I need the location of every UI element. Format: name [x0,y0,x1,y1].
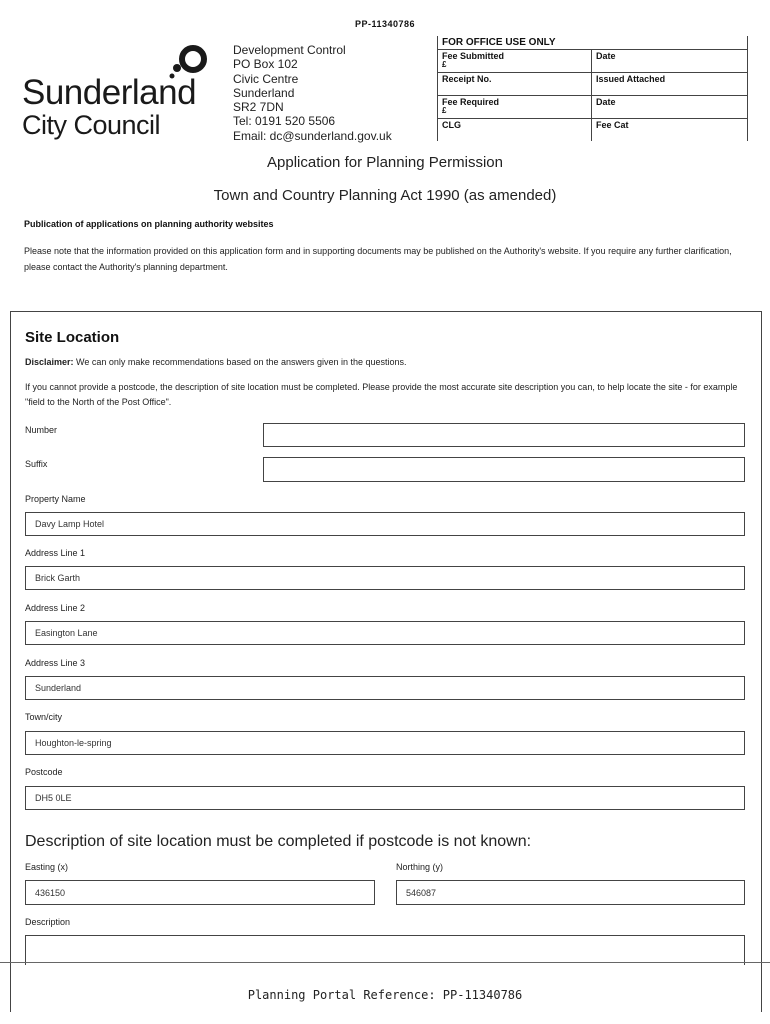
disclaimer-text: We can only make recommendations based on the answers given in the questions. [73,357,407,367]
suffix-field[interactable] [263,457,745,482]
northing-field[interactable]: 546087 [396,880,745,905]
page-title: Application for Planning Permission [267,154,503,171]
contact-line: Tel: 0191 520 5506 [233,114,336,129]
contact-line: SR2 7DN [233,100,284,115]
office-use-title: FOR OFFICE USE ONLY [438,36,748,50]
date-label: Date [592,50,748,73]
disclaimer-label: Disclaimer: [25,357,74,367]
fee-submitted-cell [438,50,592,73]
instructions: If you cannot provide a postcode, the description of site location must be completed. Please provide the most accurate site description you can, to help locate the site - for example "field to the North of the Post Office". [25,382,738,407]
town-label: Town/city [25,712,63,722]
site-location-section [10,311,762,1012]
council-logo [22,73,197,140]
address-line-3-field[interactable]: Sunderland [25,676,745,700]
address-line-2-field[interactable]: Easington Lane [25,621,745,645]
logo-line-1: Sunderland [22,73,197,112]
postcode-label: Postcode [25,767,63,777]
address-line-3-label: Address Line 3 [25,658,86,668]
number-label: Number [25,425,58,435]
town-field[interactable]: Houghton-le-spring [25,731,745,755]
description-heading: Description of site location must be completed if postcode is not known: [25,833,532,850]
property-name-label: Property Name [25,494,86,504]
northing-label: Northing (y) [396,862,444,872]
suffix-label: Suffix [25,459,48,469]
fee-cat-label: Fee Cat [592,119,748,142]
description-label: Description [25,917,71,927]
issued-attached-label: Issued Attached [592,73,748,96]
publication-text: Please note that the information provided on this application form and in supporting documents may be published on the Authority's website. If you require any further clarification, please contact the Authority's planning department. [24,246,732,272]
contact-block [233,43,392,143]
postcode-field[interactable]: DH5 0LE [25,786,745,810]
number-field[interactable] [263,423,745,447]
office-use-table [437,36,748,141]
footer-divider [0,962,770,963]
pound-sign: £ [442,60,447,69]
pound-sign: £ [442,106,447,115]
logo-line-2: City Council [22,110,161,140]
date-label-2: Date [592,96,748,119]
easting-label: Easting (x) [25,862,69,872]
contact-line: Development Control [233,43,346,57]
contact-line: Civic Centre [233,71,299,86]
section-title: Site Location [25,329,120,346]
publication-heading: Publication of applications on planning authority websites [24,219,274,229]
property-name-field[interactable]: Davy Lamp Hotel [25,512,745,536]
footer-reference: Planning Portal Reference: PP-11340786 [247,988,523,1002]
contact-line: Email: dc@sunderland.gov.uk [233,128,392,143]
receipt-no-label: Receipt No. [438,73,592,96]
easting-field[interactable]: 436150 [25,880,375,905]
page-subtitle: Town and Country Planning Act 1990 (as amended) [213,187,557,204]
reference-code: PP-11340786 [354,19,416,29]
fee-required-label: Fee Required [442,97,500,107]
contact-line: Sunderland [233,85,295,100]
fee-submitted-label: Fee Submitted [442,51,505,61]
disclaimer [25,357,407,367]
clg-label: CLG [438,119,592,142]
contact-line: PO Box 102 [233,57,298,72]
address-line-2-label: Address Line 2 [25,603,86,613]
address-line-1-label: Address Line 1 [25,548,86,558]
description-field[interactable] [25,935,745,965]
fee-required-cell [438,96,592,119]
address-line-1-field[interactable]: Brick Garth [25,566,745,590]
